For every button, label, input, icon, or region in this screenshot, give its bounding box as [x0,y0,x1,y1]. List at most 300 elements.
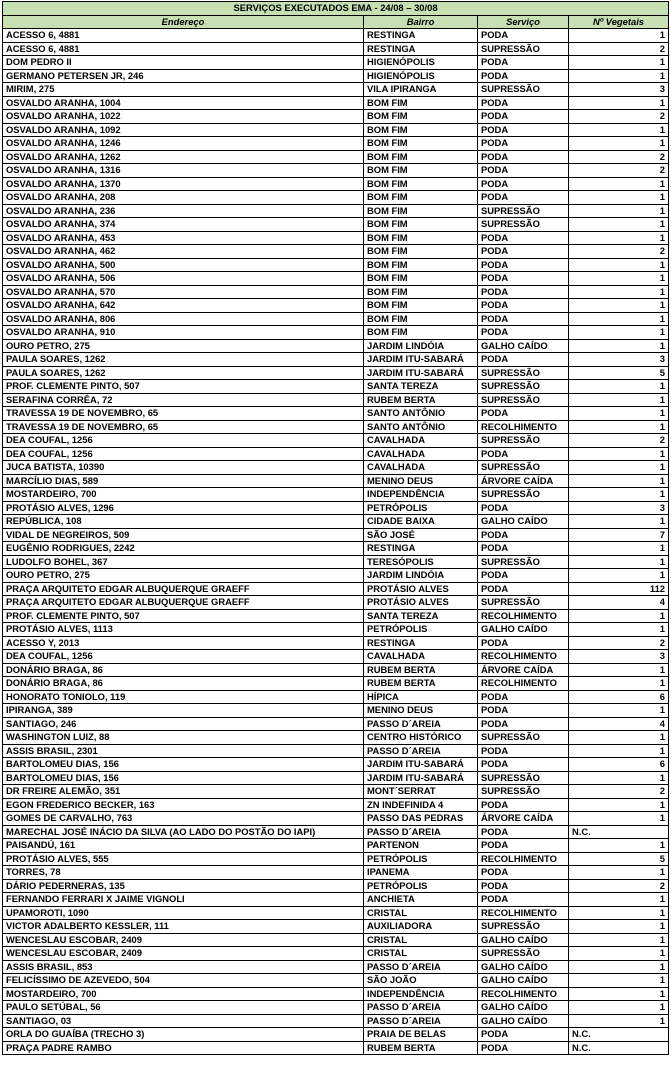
table-row [3,825,669,839]
cell-vegetais: 1 [569,1001,669,1015]
cell-servico: PODA [478,353,569,367]
table-row [3,245,669,259]
cell-servico: SUPRESSÃO [478,947,569,961]
cell-vegetais: 1 [569,771,669,785]
cell-servico: PODA [478,825,569,839]
cell-servico: PODA [478,582,569,596]
cell-endereco: LUDOLFO BOHEL, 367 [3,555,364,569]
table-row [3,515,669,529]
cell-vegetais: 1 [569,488,669,502]
cell-endereco: EGON FREDERICO BECKER, 163 [3,798,364,812]
table-row [3,677,669,691]
cell-servico: GALHO CAÍDO [478,974,569,988]
cell-vegetais: 3 [569,353,669,367]
cell-servico: PODA [478,1041,569,1055]
cell-vegetais: 1 [569,609,669,623]
cell-bairro: RESTINGA [364,542,478,556]
cell-endereco: ACESSO 6, 4881 [3,42,364,56]
cell-servico: GALHO CAÍDO [478,1001,569,1015]
cell-bairro: PRAIA DE BELAS [364,1028,478,1042]
table-row [3,150,669,164]
cell-vegetais: 1 [569,339,669,353]
cell-servico: PODA [478,150,569,164]
cell-endereco: VIDAL DE NEGREIROS, 509 [3,528,364,542]
cell-endereco: PRAÇA PADRE RAMBO [3,1041,364,1055]
cell-bairro: RUBEM BERTA [364,393,478,407]
cell-endereco: IPIRANGA, 389 [3,704,364,718]
cell-vegetais: 1 [569,272,669,286]
cell-servico: PODA [478,447,569,461]
cell-servico: PODA [478,798,569,812]
cell-endereco: WENCESLAU ESCOBAR, 2409 [3,933,364,947]
cell-vegetais: 2 [569,879,669,893]
cell-bairro: PASSO D´AREIA [364,744,478,758]
cell-bairro: BOM FIM [364,245,478,259]
cell-vegetais: 4 [569,717,669,731]
cell-vegetais: 2 [569,110,669,124]
cell-endereco: OSVALDO ARANHA, 642 [3,299,364,313]
cell-bairro: PETRÓPOLIS [364,501,478,515]
cell-servico: PODA [478,258,569,272]
cell-bairro: PASSO D´AREIA [364,825,478,839]
cell-bairro: SANTA TEREZA [364,380,478,394]
table-row [3,29,669,43]
cell-vegetais: 2 [569,434,669,448]
cell-endereco: OSVALDO ARANHA, 1246 [3,137,364,151]
cell-bairro: PASSO D´AREIA [364,1014,478,1028]
cell-servico: PODA [478,326,569,340]
cell-servico: SUPRESSÃO [478,393,569,407]
table-row [3,623,669,637]
cell-vegetais: 1 [569,1014,669,1028]
cell-vegetais: 1 [569,744,669,758]
cell-servico: PODA [478,542,569,556]
cell-vegetais: 1 [569,299,669,313]
cell-vegetais: 5 [569,366,669,380]
cell-servico: SUPRESSÃO [478,83,569,97]
table-row [3,393,669,407]
cell-endereco: ORLA DO GUAÍBA (TRECHO 3) [3,1028,364,1042]
table-row [3,1028,669,1042]
cell-endereco: FELICÍSSIMO DE AZEVEDO, 504 [3,974,364,988]
cell-bairro: RESTINGA [364,29,478,43]
table-row [3,501,669,515]
cell-servico: ÁRVORE CAÍDA [478,812,569,826]
cell-endereco: WASHINGTON LUIZ, 88 [3,731,364,745]
table-row [3,69,669,83]
cell-servico: PODA [478,839,569,853]
table-row [3,42,669,56]
cell-endereco: PROTÁSIO ALVES, 1113 [3,623,364,637]
cell-servico: PODA [478,717,569,731]
table-row [3,636,669,650]
cell-servico: PODA [478,29,569,43]
cell-endereco: HONORATO TONIOLO, 119 [3,690,364,704]
cell-servico: RECOLHIMENTO [478,906,569,920]
cell-bairro: BOM FIM [364,96,478,110]
cell-bairro: JARDIM ITU-SABARÁ [364,366,478,380]
cell-bairro: BOM FIM [364,285,478,299]
cell-vegetais: 5 [569,852,669,866]
cell-endereco: MARCÍLIO DIAS, 589 [3,474,364,488]
cell-vegetais: 1 [569,704,669,718]
cell-endereco: REPÚBLICA, 108 [3,515,364,529]
cell-servico: PODA [478,758,569,772]
table-row [3,812,669,826]
cell-servico: GALHO CAÍDO [478,933,569,947]
cell-endereco: OSVALDO ARANHA, 570 [3,285,364,299]
cell-endereco: MOSTARDEIRO, 700 [3,987,364,1001]
cell-vegetais: 1 [569,731,669,745]
table-row [3,96,669,110]
table-row [3,690,669,704]
cell-servico: PODA [478,407,569,421]
cell-endereco: OSVALDO ARANHA, 1092 [3,123,364,137]
cell-bairro: BOM FIM [364,326,478,340]
cell-endereco: DONÁRIO BRAGA, 86 [3,677,364,691]
table-row [3,366,669,380]
cell-endereco: OSVALDO ARANHA, 236 [3,204,364,218]
table-row [3,933,669,947]
cell-vegetais: 1 [569,380,669,394]
cell-servico: RECOLHIMENTO [478,609,569,623]
cell-vegetais: 1 [569,69,669,83]
cell-endereco: JUCA BATISTA, 10390 [3,461,364,475]
table-row [3,204,669,218]
cell-endereco: PROF. CLEMENTE PINTO, 507 [3,609,364,623]
cell-endereco: SERAFINA CORRÊA, 72 [3,393,364,407]
table-row [3,893,669,907]
cell-servico: PODA [478,501,569,515]
table-row [3,771,669,785]
table-row [3,528,669,542]
cell-vegetais: 2 [569,636,669,650]
cell-servico: PODA [478,56,569,70]
cell-bairro: PETRÓPOLIS [364,879,478,893]
table-row [3,339,669,353]
table-row [3,434,669,448]
table-row [3,272,669,286]
cell-endereco: MIRIM, 275 [3,83,364,97]
cell-servico: SUPRESSÃO [478,434,569,448]
cell-bairro: CAVALHADA [364,434,478,448]
table-row [3,704,669,718]
cell-servico: PODA [478,528,569,542]
cell-bairro: PASSO D´AREIA [364,1001,478,1015]
cell-servico: PODA [478,137,569,151]
cell-bairro: BOM FIM [364,177,478,191]
cell-bairro: PROTÁSIO ALVES [364,596,478,610]
cell-bairro: JARDIM LINDÓIA [364,339,478,353]
table-row [3,852,669,866]
cell-vegetais: 1 [569,933,669,947]
cell-bairro: BOM FIM [364,218,478,232]
cell-endereco: DOM PEDRO II [3,56,364,70]
cell-bairro: JARDIM ITU-SABARÁ [364,771,478,785]
table-row [3,258,669,272]
cell-endereco: TRAVESSA 19 DE NOVEMBRO, 65 [3,420,364,434]
table-row [3,798,669,812]
services-table [2,1,669,1055]
cell-bairro: CENTRO HISTÓRICO [364,731,478,745]
cell-servico: SUPRESSÃO [478,785,569,799]
cell-endereco: MOSTARDEIRO, 700 [3,488,364,502]
cell-vegetais: 1 [569,555,669,569]
cell-vegetais: 1 [569,839,669,853]
cell-servico: SUPRESSÃO [478,380,569,394]
table-row [3,488,669,502]
cell-vegetais: 1 [569,906,669,920]
cell-endereco: OSVALDO ARANHA, 1004 [3,96,364,110]
cell-bairro: BOM FIM [364,231,478,245]
cell-bairro: CAVALHADA [364,447,478,461]
cell-vegetais: 1 [569,447,669,461]
cell-bairro: HIGIENÓPOLIS [364,69,478,83]
cell-bairro: PETRÓPOLIS [364,852,478,866]
cell-vegetais: 1 [569,569,669,583]
cell-servico: PODA [478,110,569,124]
cell-endereco: OSVALDO ARANHA, 806 [3,312,364,326]
table-row [3,839,669,853]
cell-servico: SUPRESSÃO [478,596,569,610]
table-row [3,1014,669,1028]
cell-endereco: TORRES, 78 [3,866,364,880]
cell-bairro: SANTO ANTÔNIO [364,420,478,434]
table-row [3,285,669,299]
header-vegetais: Nº Vegetais [569,15,669,29]
cell-endereco: MARECHAL JOSÉ INÁCIO DA SILVA (AO LADO DO POSTÃO DO IAPI) [3,825,364,839]
cell-endereco: FERNANDO FERRARI X JAIME VIGNOLI [3,893,364,907]
cell-endereco: DR FREIRE ALEMÃO, 351 [3,785,364,799]
cell-servico: PODA [478,69,569,83]
cell-servico: PODA [478,569,569,583]
cell-servico: RECOLHIMENTO [478,650,569,664]
table-row [3,609,669,623]
table-row [3,231,669,245]
table-row [3,110,669,124]
cell-vegetais: N.C. [569,825,669,839]
cell-bairro: SÃO JOÃO [364,974,478,988]
cell-servico: RECOLHIMENTO [478,420,569,434]
cell-servico: PODA [478,1028,569,1042]
cell-bairro: JARDIM ITU-SABARÁ [364,353,478,367]
cell-bairro: RESTINGA [364,42,478,56]
cell-bairro: SÃO JOSÉ [364,528,478,542]
cell-vegetais: 1 [569,542,669,556]
table-row [3,1001,669,1015]
cell-endereco: WENCESLAU ESCOBAR, 2409 [3,947,364,961]
cell-vegetais: 1 [569,947,669,961]
cell-bairro: CRISTAL [364,947,478,961]
table-row [3,785,669,799]
cell-bairro: JARDIM LINDÓIA [364,569,478,583]
cell-endereco: PAULO SETÚBAL, 56 [3,1001,364,1015]
cell-servico: SUPRESSÃO [478,731,569,745]
cell-bairro: HIGIENÓPOLIS [364,56,478,70]
cell-servico: PODA [478,893,569,907]
cell-endereco: SANTIAGO, 246 [3,717,364,731]
cell-endereco: UPAMOROTI, 1090 [3,906,364,920]
table-row [3,420,669,434]
table-row [3,56,669,70]
cell-bairro: PASSO D´AREIA [364,717,478,731]
cell-servico: PODA [478,690,569,704]
cell-bairro: CRISTAL [364,906,478,920]
cell-vegetais: 1 [569,56,669,70]
cell-servico: PODA [478,285,569,299]
cell-vegetais: 1 [569,407,669,421]
cell-vegetais: 1 [569,204,669,218]
cell-endereco: BARTOLOMEU DIAS, 156 [3,758,364,772]
cell-bairro: MENINO DEUS [364,704,478,718]
cell-vegetais: 7 [569,528,669,542]
cell-endereco: ASSIS BRASIL, 2301 [3,744,364,758]
cell-servico: PODA [478,744,569,758]
cell-servico: PODA [478,177,569,191]
table-row [3,191,669,205]
cell-bairro: RUBEM BERTA [364,663,478,677]
header-endereco: Endereço [3,15,364,29]
cell-vegetais: 1 [569,974,669,988]
cell-vegetais: 1 [569,258,669,272]
table-body [3,29,669,1055]
cell-bairro: BOM FIM [364,258,478,272]
cell-servico: SUPRESSÃO [478,488,569,502]
cell-vegetais: 1 [569,461,669,475]
table-row [3,879,669,893]
cell-vegetais: 1 [569,663,669,677]
cell-endereco: PRAÇA ARQUITETO EDGAR ALBUQUERQUE GRAEFF [3,596,364,610]
cell-endereco: OSVALDO ARANHA, 1370 [3,177,364,191]
cell-servico: SUPRESSÃO [478,771,569,785]
cell-vegetais: 1 [569,515,669,529]
table-row [3,461,669,475]
cell-endereco: GOMES DE CARVALHO, 763 [3,812,364,826]
cell-vegetais: 3 [569,501,669,515]
cell-vegetais: N.C. [569,1041,669,1055]
cell-vegetais: 2 [569,164,669,178]
cell-vegetais: 1 [569,285,669,299]
cell-vegetais: 112 [569,582,669,596]
cell-servico: PODA [478,312,569,326]
cell-vegetais: 1 [569,866,669,880]
cell-bairro: INDEPENDÊNCIA [364,488,478,502]
cell-endereco: VICTOR ADALBERTO KESSLER, 111 [3,920,364,934]
table-row [3,987,669,1001]
cell-bairro: BOM FIM [364,137,478,151]
table-row [3,447,669,461]
table-row [3,177,669,191]
cell-vegetais: 1 [569,231,669,245]
cell-vegetais: 3 [569,83,669,97]
cell-bairro: VILA IPIRANGA [364,83,478,97]
cell-vegetais: 1 [569,177,669,191]
cell-vegetais: 1 [569,312,669,326]
cell-vegetais: 1 [569,960,669,974]
cell-servico: GALHO CAÍDO [478,1014,569,1028]
services-sheet [2,1,668,1055]
cell-servico: ÁRVORE CAÍDA [478,474,569,488]
cell-bairro: SANTO ANTÔNIO [364,407,478,421]
table-row [3,555,669,569]
table-row [3,299,669,313]
cell-endereco: DEA COUFAL, 1256 [3,434,364,448]
cell-endereco: TRAVESSA 19 DE NOVEMBRO, 65 [3,407,364,421]
cell-endereco: OSVALDO ARANHA, 453 [3,231,364,245]
table-row [3,947,669,961]
cell-bairro: BOM FIM [364,123,478,137]
cell-vegetais: 1 [569,798,669,812]
table-row [3,380,669,394]
cell-endereco: ACESSO Y, 2013 [3,636,364,650]
table-row [3,164,669,178]
table-row [3,920,669,934]
cell-servico: PODA [478,299,569,313]
cell-endereco: BARTOLOMEU DIAS, 156 [3,771,364,785]
cell-bairro: BOM FIM [364,204,478,218]
cell-endereco: PAULA SOARES, 1262 [3,366,364,380]
cell-bairro: ANCHIETA [364,893,478,907]
cell-bairro: BOM FIM [364,150,478,164]
cell-bairro: PASSO DAS PEDRAS [364,812,478,826]
cell-vegetais: 1 [569,920,669,934]
cell-endereco: PROTÁSIO ALVES, 1296 [3,501,364,515]
cell-endereco: OSVALDO ARANHA, 910 [3,326,364,340]
cell-servico: PODA [478,231,569,245]
cell-bairro: IPANEMA [364,866,478,880]
cell-servico: SUPRESSÃO [478,555,569,569]
cell-bairro: BOM FIM [364,272,478,286]
cell-vegetais: 2 [569,42,669,56]
cell-bairro: RUBEM BERTA [364,1041,478,1055]
cell-bairro: BOM FIM [364,299,478,313]
cell-bairro: CAVALHADA [364,650,478,664]
table-row [3,312,669,326]
cell-endereco: PAISANDÚ, 161 [3,839,364,853]
table-row [3,663,669,677]
cell-endereco: OSVALDO ARANHA, 1022 [3,110,364,124]
table-row [3,137,669,151]
header-row [3,15,669,29]
cell-bairro: BOM FIM [364,164,478,178]
cell-servico: SUPRESSÃO [478,920,569,934]
cell-vegetais: 1 [569,893,669,907]
cell-bairro: HÍPICA [364,690,478,704]
table-row [3,326,669,340]
cell-vegetais: 2 [569,245,669,259]
cell-bairro: AUXILIADORA [364,920,478,934]
cell-bairro: BOM FIM [364,110,478,124]
cell-servico: RECOLHIMENTO [478,677,569,691]
cell-vegetais: 4 [569,596,669,610]
cell-endereco: PROF. CLEMENTE PINTO, 507 [3,380,364,394]
cell-endereco: DEA COUFAL, 1256 [3,447,364,461]
cell-vegetais: N.C. [569,1028,669,1042]
cell-vegetais: 1 [569,218,669,232]
table-row [3,960,669,974]
cell-servico: PODA [478,245,569,259]
cell-bairro: BOM FIM [364,312,478,326]
table-row [3,1041,669,1055]
cell-servico: SUPRESSÃO [478,461,569,475]
cell-vegetais: 1 [569,123,669,137]
cell-vegetais: 1 [569,393,669,407]
cell-vegetais: 1 [569,137,669,151]
cell-endereco: SANTIAGO, 03 [3,1014,364,1028]
table-row [3,582,669,596]
cell-vegetais: 1 [569,677,669,691]
cell-bairro: CIDADE BAIXA [364,515,478,529]
